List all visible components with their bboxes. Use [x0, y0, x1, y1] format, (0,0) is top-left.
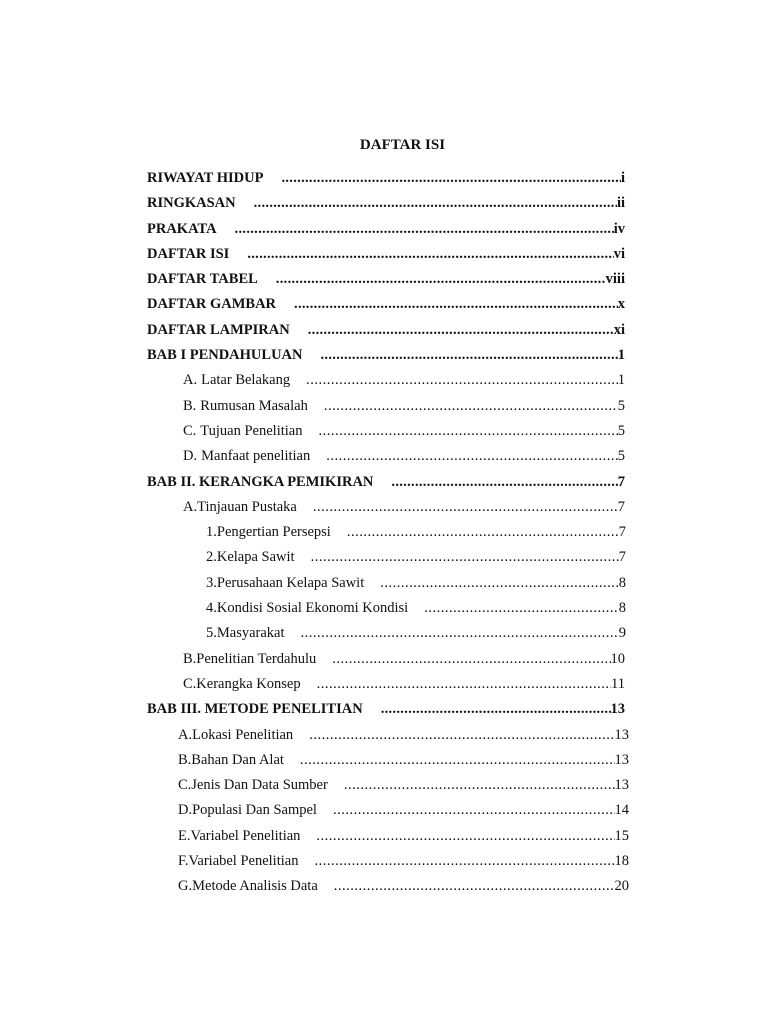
toc-entry: [0, 575, 626, 600]
toc-entry-page: 18: [614, 853, 629, 870]
toc-entry-label: DAFTAR ISI: [147, 245, 230, 262]
dot-leader: [311, 549, 619, 566]
dot-leader: [347, 524, 619, 541]
dot-leader: [247, 246, 613, 263]
dot-leader: [381, 701, 611, 718]
toc-entry-label: Metode Analisis Data: [192, 878, 318, 895]
toc-entry-page: 9: [618, 625, 626, 642]
toc-entry: [0, 651, 625, 676]
toc-entry-page: i: [620, 170, 625, 186]
toc-entry-label: Latar Belakang: [201, 372, 291, 389]
toc-entry: [0, 625, 626, 650]
toc-entry-label: PRAKATA: [147, 220, 217, 237]
toc-entry-number: B.: [183, 650, 197, 667]
toc-entry: [0, 448, 625, 473]
toc-entry: [0, 878, 629, 903]
toc-entry-label: BAB II. KERANGKA PEMIKIRAN: [147, 473, 374, 490]
toc-entry-label: RIWAYAT HIDUP: [147, 170, 264, 186]
toc-entry-page: 15: [614, 827, 629, 844]
toc-entry: [0, 170, 625, 195]
dot-leader: [313, 499, 618, 516]
toc-entry: [0, 676, 625, 701]
toc-entry-number: A.: [183, 498, 198, 515]
toc-entry-page: 5: [617, 397, 625, 414]
toc-entry: [0, 549, 626, 574]
dot-leader: [308, 322, 614, 339]
toc-entry-page: 14: [614, 802, 629, 819]
toc-entry-label: Manfaat penelitian: [201, 448, 311, 465]
toc-entry-number: 3.: [206, 574, 217, 591]
toc-entry: [0, 347, 625, 372]
toc-entry-page: iv: [613, 220, 625, 237]
dot-leader: [344, 777, 615, 794]
toc-entry: [0, 271, 625, 296]
toc-entry-page: ii: [616, 195, 625, 212]
toc-entry-page: 8: [618, 574, 626, 591]
dot-leader: [317, 676, 611, 693]
toc-entry-number: 4.: [206, 600, 217, 617]
toc-entry-label: DAFTAR TABEL: [147, 271, 258, 288]
table-of-contents: [0, 170, 768, 904]
toc-entry: [0, 398, 625, 423]
toc-entry-page: 13: [610, 701, 625, 718]
toc-entry: [0, 853, 629, 878]
dot-leader: [332, 651, 610, 668]
toc-entry: [0, 296, 625, 321]
toc-entry-page: 7: [617, 473, 625, 490]
toc-entry-label: BAB I PENDAHULUAN: [147, 347, 303, 364]
dot-leader: [380, 575, 619, 592]
dot-leader: [424, 600, 619, 617]
toc-entry-page: xi: [613, 321, 625, 338]
toc-entry: [0, 777, 629, 802]
toc-entry-page: 7: [617, 498, 625, 515]
toc-entry-number: C.: [183, 675, 197, 692]
toc-entry-page: 8: [618, 600, 626, 617]
toc-entry-number: B.: [183, 397, 197, 414]
toc-entry-number: 5.: [206, 625, 217, 642]
toc-entry-page: 1: [617, 347, 625, 364]
toc-entry-number: E.: [178, 827, 191, 844]
toc-entry: [0, 752, 629, 777]
toc-entry: [0, 322, 625, 347]
toc-entry-number: B.: [178, 751, 192, 768]
toc-entry-label: Masyarakat: [216, 625, 285, 642]
toc-entry-label: Perusahaan Kelapa Sawit: [216, 574, 365, 591]
dot-leader: [281, 170, 621, 187]
toc-entry-page: vi: [613, 245, 625, 262]
toc-entry-label: Penelitian Terdahulu: [196, 650, 317, 667]
dot-leader: [276, 271, 606, 288]
toc-entry-page: 10: [610, 650, 625, 667]
toc-entry-number: D.: [183, 448, 198, 465]
toc-entry-label: RINGKASAN: [147, 195, 236, 212]
toc-entry: [0, 701, 625, 726]
toc-entry-label: Populasi Dan Sampel: [192, 802, 317, 819]
toc-entry-number: D.: [178, 802, 193, 819]
toc-entry: [0, 246, 625, 271]
toc-entry: [0, 499, 625, 524]
dot-leader: [309, 727, 614, 744]
toc-entry-number: C.: [178, 777, 192, 794]
toc-entry-label: Jenis Dan Data Sumber: [191, 777, 328, 794]
dot-leader: [294, 296, 618, 313]
toc-entry: [0, 727, 629, 752]
toc-entry-label: DAFTAR GAMBAR: [147, 296, 277, 313]
toc-entry: [0, 802, 629, 827]
toc-entry-page: x: [617, 296, 625, 313]
toc-entry-page: 7: [618, 549, 626, 566]
toc-entry-page: 7: [618, 524, 626, 541]
dot-leader: [306, 372, 618, 389]
dot-leader: [324, 398, 618, 415]
toc-entry-label: Tujuan Penelitian: [200, 422, 303, 439]
dot-leader: [235, 221, 614, 238]
toc-entry-page: 13: [614, 726, 629, 743]
toc-entry-label: Rumusan Masalah: [200, 397, 308, 414]
toc-entry: [0, 221, 625, 246]
dot-leader: [321, 347, 618, 364]
toc-entry: [0, 600, 626, 625]
toc-entry-label: Variabel Penelitian: [188, 853, 299, 870]
toc-entry-page: 11: [611, 675, 625, 692]
toc-entry-label: Kondisi Sosial Ekonomi Kondisi: [216, 600, 409, 617]
toc-entry-label: Tinjauan Pustaka: [197, 498, 297, 515]
toc-entry: [0, 195, 625, 220]
toc-entry-label: Bahan Dan Alat: [191, 751, 284, 768]
toc-entry: [0, 828, 629, 853]
dot-leader: [333, 802, 615, 819]
dot-leader: [254, 195, 617, 212]
toc-entry-label: Kerangka Konsep: [196, 675, 301, 692]
toc-entry: [0, 474, 625, 499]
toc-entry-number: C.: [183, 422, 197, 439]
toc-entry-page: 5: [617, 422, 625, 439]
toc-entry-label: Pengertian Persepsi: [216, 524, 331, 541]
dot-leader: [334, 878, 615, 895]
toc-entry-label: Kelapa Sawit: [216, 549, 295, 566]
toc-entry-page: 5: [617, 448, 625, 465]
toc-entry: [0, 423, 625, 448]
toc-entry: [0, 372, 625, 397]
toc-entry-number: F.: [178, 853, 189, 870]
toc-entry-label: DAFTAR LAMPIRAN: [147, 321, 290, 338]
dot-leader: [391, 474, 617, 491]
toc-entry-number: A.: [178, 726, 193, 743]
toc-entry-label: BAB III. METODE PENELITIAN: [147, 701, 363, 718]
toc-entry-page: 13: [614, 777, 629, 794]
toc-entry-label: Variabel Penelitian: [190, 827, 301, 844]
dot-leader: [316, 828, 614, 845]
dot-leader: [326, 448, 618, 465]
toc-entry-page: viii: [605, 271, 625, 288]
toc-entry-number: 1.: [206, 524, 217, 541]
toc-entry-number: A.: [183, 372, 198, 389]
toc-entry-page: 1: [617, 372, 625, 389]
toc-entry-page: 13: [614, 751, 629, 768]
dot-leader: [300, 752, 615, 769]
toc-entry-label: Lokasi Penelitian: [192, 726, 294, 743]
toc-entry-number: G.: [178, 878, 193, 895]
dot-leader: [314, 853, 614, 870]
dot-leader: [301, 625, 619, 642]
toc-entry-number: 2.: [206, 549, 217, 566]
toc-entry-page: 20: [614, 878, 629, 895]
toc-entry: [0, 524, 626, 549]
page-title: DAFTAR ISI: [359, 137, 446, 153]
dot-leader: [318, 423, 617, 440]
